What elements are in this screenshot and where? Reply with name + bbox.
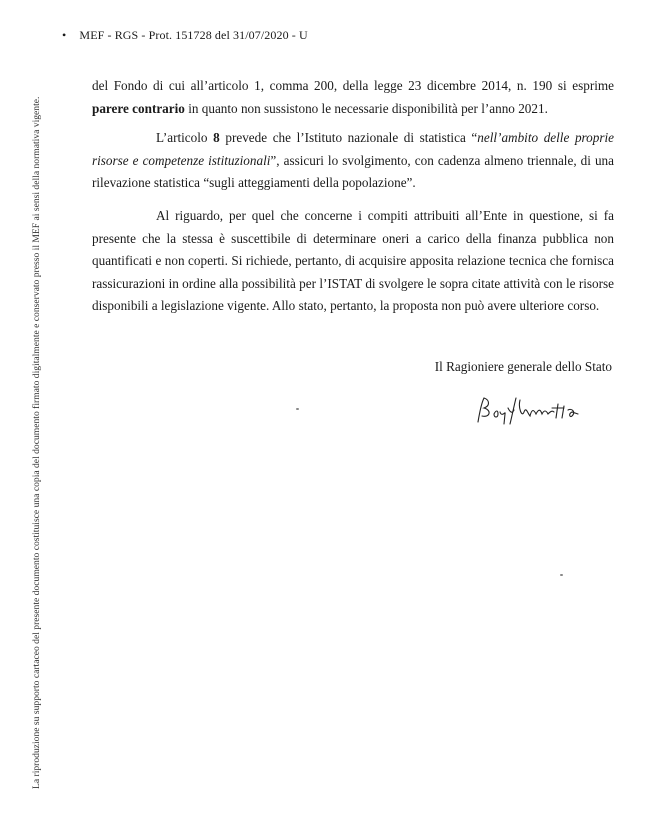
paragraph-3	[92, 205, 614, 318]
header-bullet: •	[62, 28, 67, 42]
paragraph-1	[92, 75, 614, 120]
protocol-header	[62, 28, 308, 43]
scan-speck	[560, 574, 563, 576]
article-number: 8	[213, 130, 220, 145]
paragraph-1-bold: parere contrario	[92, 100, 185, 116]
paragraph-1-start: del Fondo di cui all’articolo 1, comma 200, della legge 23 dicembre 2014, n. 190 si esprime	[92, 78, 614, 93]
signer-title: Il Ragioniere generale dello Stato	[434, 359, 612, 374]
handwritten-signature	[472, 392, 592, 428]
legal-side-note: La riproduzione su supporto cartaceo del presente documento costituisce una copia del documento firmato digitalmente e conservato presso il MEF ai sensi della normativa vigente.	[31, 96, 42, 789]
paragraph-2-mid: prevede che l’Istituto nazionale di statistica “	[219, 130, 478, 145]
paragraph-2	[92, 127, 614, 195]
paragraph-1-end: in quanto non sussistono le necessarie disponibilità per l’anno 2021.	[184, 100, 548, 116]
paragraph-2-start: L’articolo	[156, 130, 214, 145]
paragraph-3-text: Al riguardo, per quel che concerne i compiti attribuiti all’Ente in questione, si fa presente che la stessa è suscettibile di determinare oneri a carico della finanza pubblica non quantificati e non coperti. Si richiede, pertanto, di acquisire apposita relazione tecnica che fornisca rassicurazioni in ordine alla possibilità per l’ISTAT di svolgere le sopra citate attività con le risorse disponibili a legislazione vigente. Allo stato, pertanto, la proposta non può avere ulteriore corso.	[92, 208, 614, 313]
protocol-text: MEF - RGS - Prot. 151728 del 31/07/2020 - U	[79, 28, 308, 42]
scan-speck	[296, 408, 299, 410]
quoted-italic: nell’ambito delle proprie risorse e competenze istituzionali	[92, 130, 615, 168]
paragraph-2-end: ”, assicuri lo svolgimento, con cadenza almeno triennale, di una rilevazione statistica “sugli atteggiamenti della popolazione”.	[92, 152, 615, 190]
